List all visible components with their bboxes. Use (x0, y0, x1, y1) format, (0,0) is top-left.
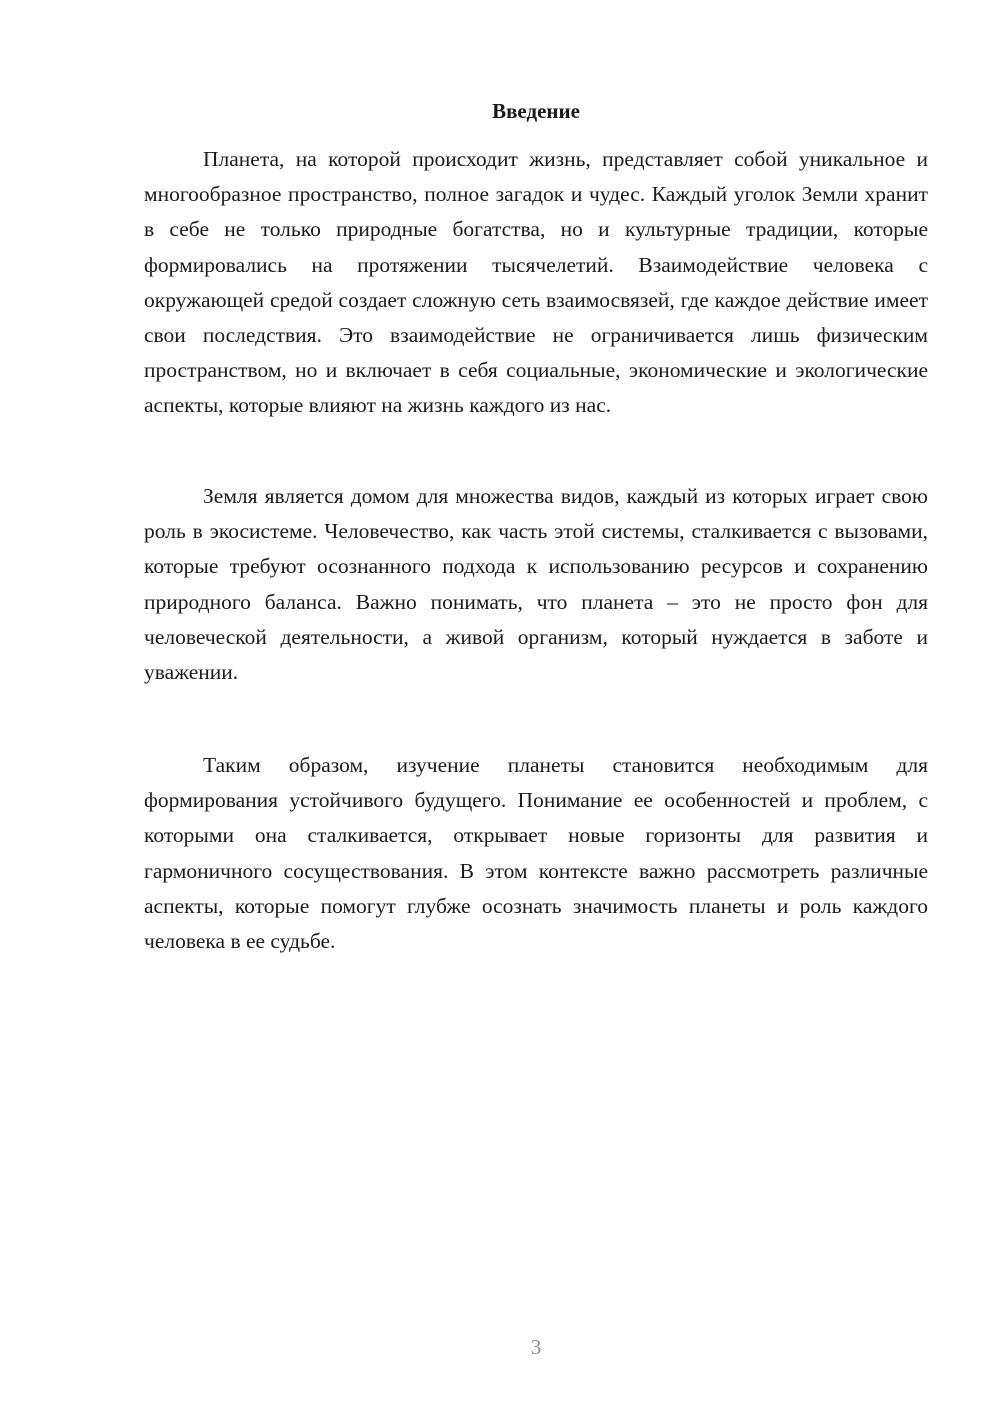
page-number: 3 (530, 1335, 542, 1359)
paragraph-2: Земля является домом для множества видов, каждый из которых играет свою роль в экосистеме. Человечество, как часть этой системы, сталкивается с вызовами, которые требуют осознанного подхода к использованию ресурсов и сохранению природного баланса. Важно понимать, что планета – это не просто фон для человеческой деятельности, а живой организм, который нуждается в заботе и уважении. (144, 484, 928, 685)
section-heading: Введение (492, 99, 580, 123)
paragraph-3: Таким образом, изучение планеты становится необходимым для формирования устойчивого будущего. Понимание ее особенностей и проблем, с которыми она сталкивается, открывает новые горизонты для развития и гармоничного сосуществования. В этом контексте важно рассмотреть различные аспекты, которые помогут глубже осознать значимость планеты и роль каждого человека в ее судьбе. (144, 753, 928, 954)
paragraph-1: Планета, на которой происходит жизнь, представляет собой уникальное и многообразное пространство, полное загадок и чудес. Каждый уголок Земли хранит в себе не только природные богатства, но и культурные традиции, которые формировались на протяжении тысячелетий. Взаимодействие человека с окружающей средой создает сложную сеть взаимосвязей, где каждое действие имеет свои последствия. Это взаимодействие не ограничивается лишь физическим пространством, но и включает в себя социальные, экономические и экологические аспекты, которые влияют на жизнь каждого из нас. (144, 147, 928, 418)
